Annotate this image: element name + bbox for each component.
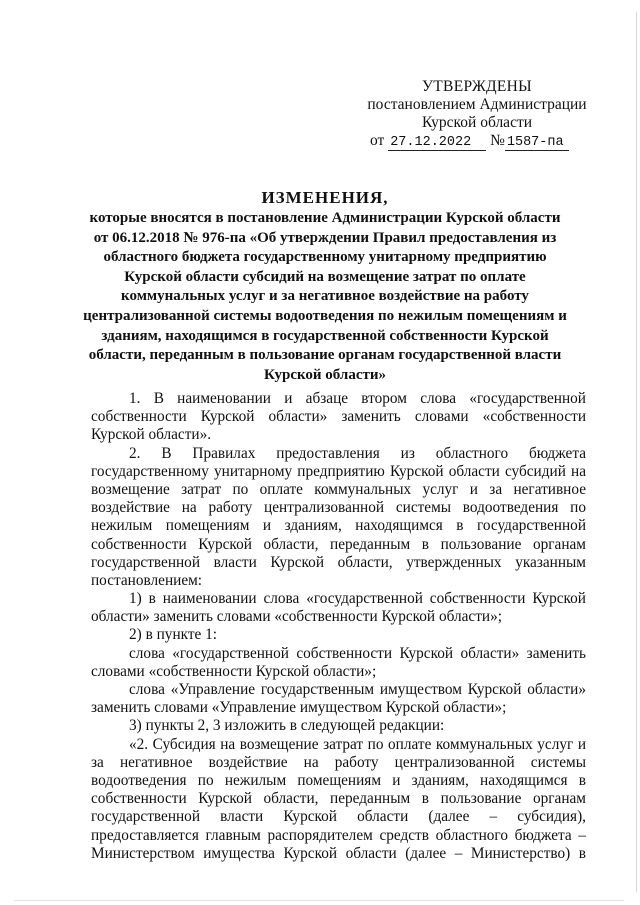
date-prefix: от: [370, 132, 385, 149]
title-main: ИЗМЕНЕНИЯ,: [261, 188, 389, 207]
body-line: Курской области».: [91, 426, 212, 444]
document-body: [91, 390, 586, 863]
body-line: воздействие на работу централизованной системы водоотведения по: [91, 499, 586, 517]
body-line: 2) в пункте 1:: [129, 626, 218, 644]
number-prefix: №: [490, 132, 505, 149]
body-line: 1) в наименовании слова «государственной собственности Курской: [129, 590, 586, 608]
approval-block: [352, 78, 602, 151]
scan-edge-bottom: [14, 900, 624, 901]
body-line: 2. В Правилах предоставления из областного бюджета: [129, 444, 586, 462]
approval-heading: УТВЕРЖДЕНЫ: [422, 78, 532, 95]
body-line: возмещение затрат по оплате коммунальных услуг и за негативное: [91, 480, 586, 498]
title-line: централизованной системы водоотведения по нежилым помещениям и: [83, 307, 567, 324]
body-line: «2. Субсидия на возмещение затрат по оплате коммунальных услуг и: [129, 735, 586, 753]
title-line: Курской области субсидий на возмещение затрат по оплате: [124, 268, 526, 285]
title-line: области, переданным в пользование органам государственной власти: [88, 347, 562, 364]
approval-line-1: постановлением Администрации: [367, 96, 587, 113]
body-line: предоставляется главным распорядителем средств областного бюджета –: [91, 826, 586, 844]
body-line: словами «собственности Курской области»;: [91, 662, 377, 680]
document-title: [60, 188, 590, 385]
body-line: нежилым помещениям и зданиям, находящимся в государственной: [91, 517, 586, 535]
approval-number: 1587-па: [505, 135, 569, 151]
body-line: государственному унитарному предприятию Курской области субсидий на: [91, 462, 586, 480]
body-line: за негативное воздействие на работу централизованной системы: [91, 753, 586, 771]
body-line: слова «Управление государственным имуществом Курской области»: [129, 681, 586, 698]
title-line: областного бюджета государственному унитарному предприятию: [103, 249, 547, 266]
title-line: коммунальных услуг и за негативное воздействие на работу: [121, 288, 529, 305]
body-line: слова «государственной собственности Курской области» заменить: [129, 644, 586, 662]
body-line: собственности Курской области, переданным в пользование органам: [91, 535, 586, 553]
title-line: которые вносятся в постановление Администрации Курской области: [89, 210, 561, 226]
title-line: от 06.12.2018 № 976-па «Об утверждении Правил предоставления из: [93, 229, 557, 246]
scan-edge-right: [636, 12, 637, 892]
body-line: 3) пункты 2, 3 изложить в следующей редакции:: [129, 717, 445, 735]
body-line: собственности Курской области» заменить словами «собственности: [91, 408, 586, 426]
title-line: зданиям, находящимся в государственной собственности Курской: [101, 327, 549, 344]
body-line: государственной власти Курской области (далее – субсидия),: [91, 808, 586, 826]
body-line: 1. В наименовании и абзаце втором слова «государственной: [129, 390, 586, 407]
body-line: водоотведения по нежилым помещениям и зданиям, находящимся в: [91, 771, 586, 789]
approval-line-2: Курской области: [421, 114, 533, 131]
approval-date: 27.12.2022: [388, 135, 486, 151]
body-line: заменить словами «Управление имуществом Курской области»;: [91, 699, 507, 717]
approval-date-row: [352, 132, 602, 151]
title-line: Курской области»: [263, 366, 387, 383]
body-line: постановлением:: [91, 571, 203, 589]
body-line: области» заменить словами «собственности Курской области»;: [91, 608, 502, 626]
body-line: собственности Курской области, переданным в пользование органам: [91, 790, 586, 808]
body-line: Министерством имущества Курской области (далее – Министерство) в: [91, 844, 586, 862]
body-line: государственной власти Курской области, утвержденных указанным: [91, 553, 586, 571]
